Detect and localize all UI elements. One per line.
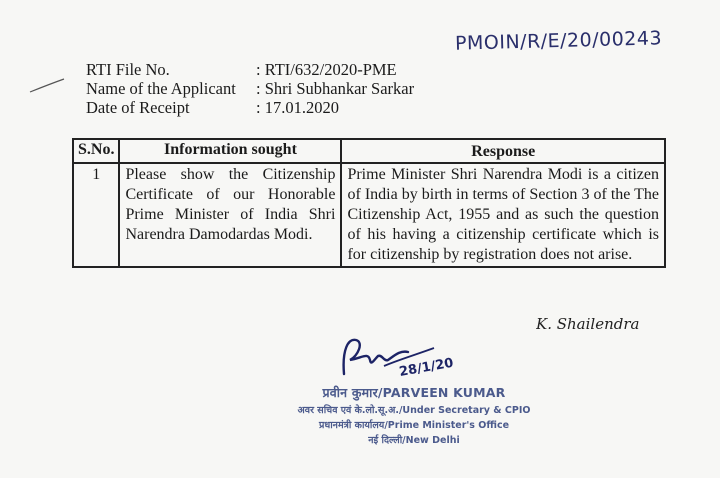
col-header-sno: S.No.	[73, 139, 119, 163]
col-header-response: Response	[341, 139, 665, 163]
signature-date-text: 28/1/20	[398, 355, 455, 380]
col-header-information: Information sought	[119, 139, 341, 163]
officer-stamp	[294, 384, 534, 446]
officer-signature	[338, 330, 488, 384]
margin-pen-mark	[28, 76, 68, 96]
table-header-row	[73, 139, 665, 163]
initials-signature-text: K. Shailendra	[536, 315, 640, 333]
applicant-label: Name of the Applicant	[86, 79, 236, 98]
rti-file-row	[86, 60, 397, 80]
rti-file-label: RTI File No.	[86, 60, 170, 79]
stamp-office-line: प्रधानमंत्री कार्यालय/Prime Minister's Office	[318, 420, 510, 431]
handwritten-reference-number: PMOIN/R/E/20/00243	[454, 27, 663, 55]
applicant-value: : Shri Subhankar Sarkar	[256, 79, 415, 98]
initials-signature	[536, 310, 656, 336]
stamp-name-line: प्रवीन कुमार/PARVEEN KUMAR	[322, 385, 506, 400]
table-row	[73, 163, 665, 267]
rti-table	[72, 138, 666, 268]
stamp-designation-line: अवर सचिव एवं के.लो.सू.अ./Under Secretary & CPIO	[297, 405, 531, 416]
receipt-date-value: : 17.01.2020	[256, 98, 339, 117]
row-information-sought: Please show the Citizenship Certificate of our Honorable Prime Minister of India Shri Narendra Damodardas Modi.	[119, 163, 341, 267]
row-response: Prime Minister Shri Narendra Modi is a citizen of India by birth in terms of Section 3 of the The Citizenship Act, 1955 and as such the question of his having a citizenship certificate which is for citizenship by registration does not arise.	[341, 163, 665, 267]
receipt-date-label: Date of Receipt	[86, 98, 190, 117]
applicant-row	[86, 79, 414, 99]
rti-file-value: : RTI/632/2020-PME	[256, 60, 397, 79]
receipt-date-row	[86, 98, 339, 118]
row-sno: 1	[73, 163, 119, 267]
stamp-city-line: नई दिल्ली/New Delhi	[368, 435, 460, 446]
